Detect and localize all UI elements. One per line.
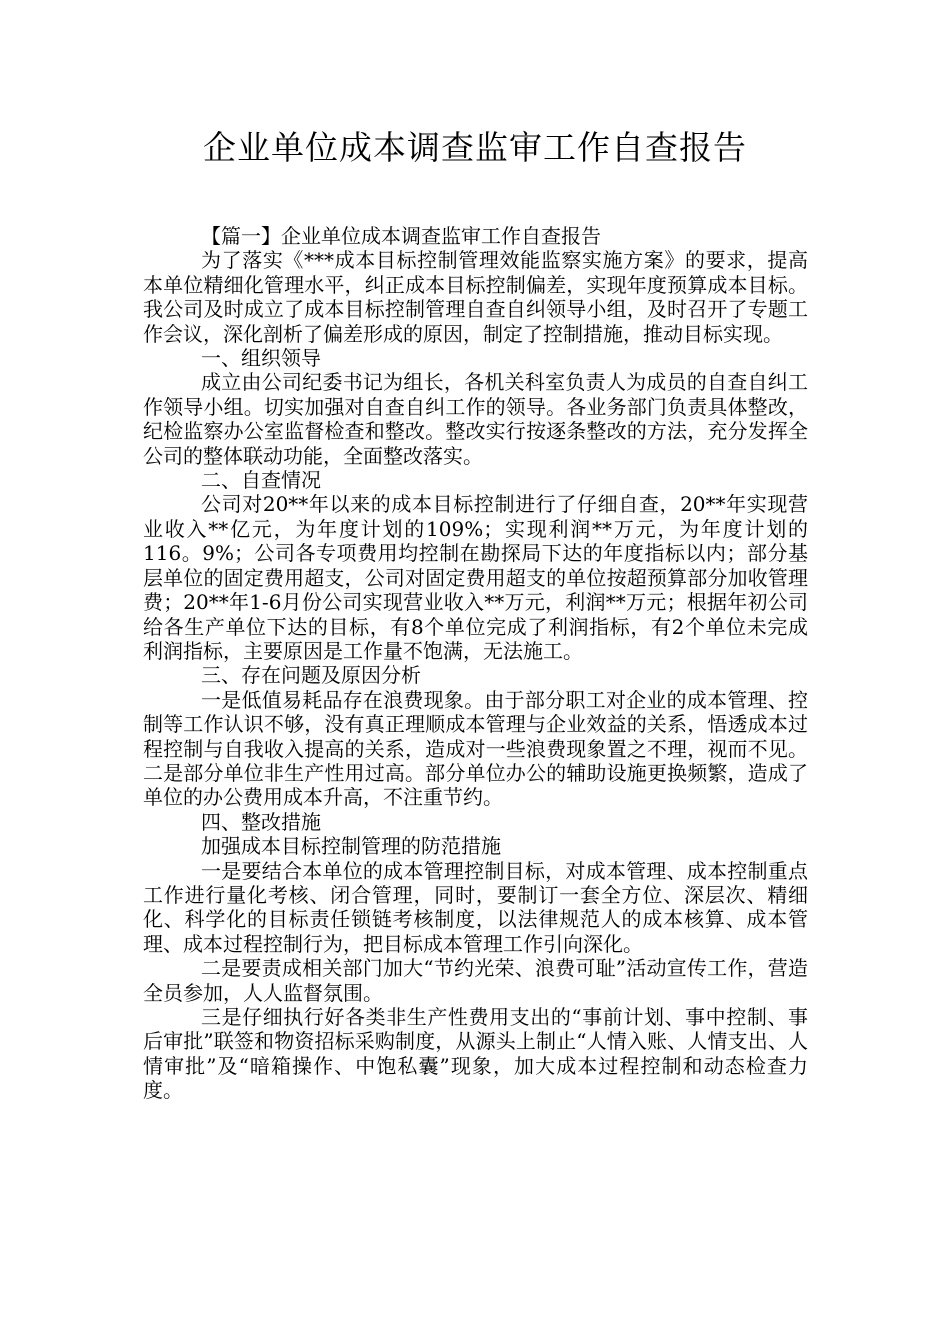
measure-two-paragraph: 二是要责成相关部门加大“节约光荣、浪费可耻”活动宣传工作，营造全员参加，人人监督氛围。 xyxy=(143,956,808,1005)
measures-subheading: 加强成本目标控制管理的防范措施 xyxy=(201,834,501,859)
measure-one-paragraph: 一是要结合本单位的成本管理控制目标，对成本管理、成本控制重点工作进行量化考核、闭合管理，同时，要制订一套全方位、深层次、精细化、科学化的目标责任锁链考核制度，以法律规范人的成本核算、成本管理、成本过程控制行为，把目标成本管理工作引向深化。 xyxy=(143,858,808,956)
document-body xyxy=(143,224,808,1103)
document-title: 企业单位成本调查监审工作自查报告 xyxy=(203,128,747,167)
section-heading-measures: 四、整改措施 xyxy=(201,809,321,834)
section-heading-problems: 三、存在问题及原因分析 xyxy=(201,663,421,688)
organization-paragraph: 成立由公司纪委书记为组长，各机关科室负责人为成员的自查自纠工作领导小组。切实加强对自查自纠工作的领导。各业务部门负责具体整改，纪检监察办公室监督检查和整改。整改实行按逐条整改的方法，充分发挥全公司的整体联动功能，全面整改落实。 xyxy=(143,370,808,468)
section-heading-organization: 一、组织领导 xyxy=(201,346,321,371)
intro-paragraph: 为了落实《***成本目标控制管理效能监察实施方案》的要求，提高本单位精细化管理水平，纠正成本目标控制偏差，实现年度预算成本目标。我公司及时成立了成本目标控制管理自查自纠领导小组，及时召开了专题工作会议，深化剖析了偏差形成的原因，制定了控制措施，推动目标实现。 xyxy=(143,248,808,346)
self-check-paragraph: 公司对20**年以来的成本目标控制进行了仔细自查，20**年实现营业收入**亿元，为年度计划的109%；实现利润**万元，为年度计划的116。9%；公司各专项费用均控制在勘探局下达的年度指标以内；部分基层单位的固定费用超支，公司对固定费用超支的单位按超预算部分加收管理费；20**年1-6月份公司实现营业收入**万元，利润**万元；根据年初公司给各生产单位下达的目标，有8个单位完成了利润指标，有2个单位未完成利润指标，主要原因是工作量不饱满，无法施工。 xyxy=(143,492,808,663)
problems-paragraph: 一是低值易耗品存在浪费现象。由于部分职工对企业的成本管理、控制等工作认识不够，没有真正理顺成本管理与企业效益的关系，悟透成本过程控制与自我收入提高的关系，造成对一些浪费现象置之不理，视而不见。二是部分单位非生产性用过高。部分单位办公的辅助设施更换频繁，造成了单位的办公费用成本升高，不注重节约。 xyxy=(143,687,808,810)
measure-three-paragraph: 三是仔细执行好各类非生产性费用支出的“事前计划、事中控制、事后审批”联签和物资招标采购制度，从源头上制止“人情入账、人情支出、人情审批”及“暗箱操作、中饱私囊”现象，加大成本过程控制和动态检查力度。 xyxy=(143,1005,808,1103)
section-heading-self-check: 二、自查情况 xyxy=(201,468,321,493)
section-heading-article-one: 【篇一】企业单位成本调查监审工作自查报告 xyxy=(201,224,601,248)
